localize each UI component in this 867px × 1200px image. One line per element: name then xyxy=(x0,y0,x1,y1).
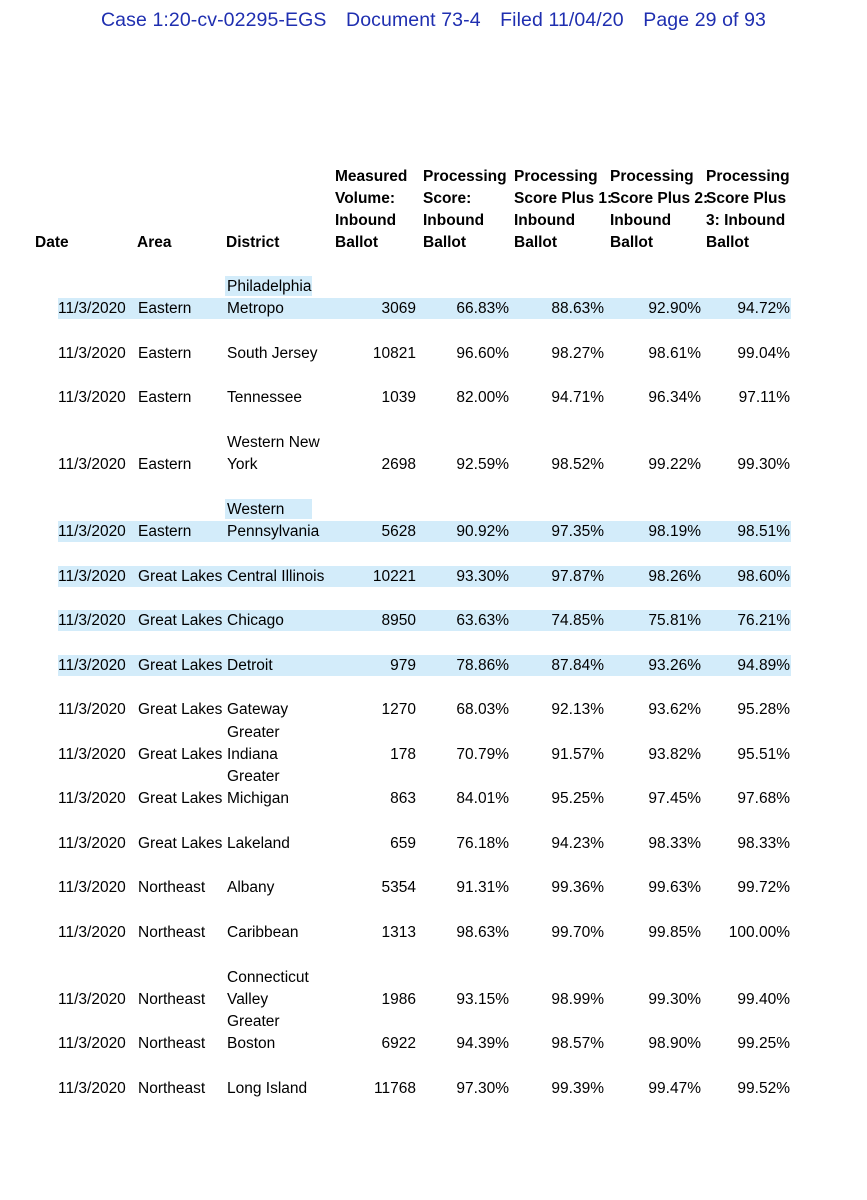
score-plus-1-cell: 87.84% xyxy=(551,657,604,674)
date-cell: 11/3/2020 xyxy=(58,523,126,540)
header-measured-volume xyxy=(335,166,407,254)
area-cell: Great Lakes xyxy=(138,568,223,585)
score-plus-1-cell: 92.13% xyxy=(551,701,604,718)
volume-cell: 5354 xyxy=(381,879,416,896)
score-plus-3-cell: 99.40% xyxy=(737,991,790,1008)
district-cell: Gateway xyxy=(227,701,289,718)
header-line: Score Plus 2: xyxy=(610,190,709,207)
date-cell: 11/3/2020 xyxy=(58,300,126,317)
volume-cell: 1986 xyxy=(381,991,416,1008)
district-cell: Detroit xyxy=(227,657,273,674)
score-plus-3-cell: 99.30% xyxy=(737,456,790,473)
district-cell-line1: Connecticut xyxy=(227,969,309,986)
score-plus-3-cell: 100.00% xyxy=(728,924,790,941)
score-plus-2-cell: 96.34% xyxy=(648,389,701,406)
header-line: Score: xyxy=(423,190,472,207)
score-plus-2-cell: 98.26% xyxy=(648,568,701,585)
district-cell: Albany xyxy=(227,879,275,896)
volume-cell: 10821 xyxy=(372,345,416,362)
date-cell: 11/3/2020 xyxy=(58,879,126,896)
score-cell: 78.86% xyxy=(456,657,509,674)
score-plus-1-cell: 95.25% xyxy=(551,790,604,807)
date-cell: 11/3/2020 xyxy=(58,456,126,473)
date-cell: 11/3/2020 xyxy=(58,657,126,674)
score-plus-2-cell: 92.90% xyxy=(648,300,701,317)
date-cell: 11/3/2020 xyxy=(58,1035,126,1052)
score-plus-2-cell: 98.19% xyxy=(648,523,701,540)
district-cell-line1: Western xyxy=(227,501,285,518)
score-plus-2-cell: 93.62% xyxy=(648,701,701,718)
score-cell: 82.00% xyxy=(456,389,509,406)
score-plus-3-cell: 97.11% xyxy=(738,389,790,406)
district-cell: Lakeland xyxy=(227,835,290,852)
score-plus-3-cell: 95.51% xyxy=(737,746,790,763)
header-line: Processing xyxy=(514,168,598,185)
score-cell: 94.39% xyxy=(456,1035,509,1052)
volume-cell: 1313 xyxy=(381,924,416,941)
area-cell: Eastern xyxy=(138,345,192,362)
area-cell: Eastern xyxy=(138,300,192,317)
volume-cell: 659 xyxy=(390,835,416,852)
district-cell: Tennessee xyxy=(227,389,302,406)
district-cell-line2: Boston xyxy=(227,1035,276,1052)
page-number: Page 29 of 93 xyxy=(643,9,766,31)
header-line: Ballot xyxy=(610,234,654,251)
score-cell: 76.18% xyxy=(456,835,509,852)
volume-cell: 5628 xyxy=(381,523,416,540)
volume-cell: 8950 xyxy=(381,612,416,629)
score-plus-1-cell: 98.57% xyxy=(551,1035,604,1052)
score-cell: 93.30% xyxy=(456,568,509,585)
score-plus-2-cell: 99.63% xyxy=(648,879,701,896)
header-line: Measured xyxy=(335,168,408,185)
header-line: Processing xyxy=(610,168,694,185)
score-plus-1-cell: 94.23% xyxy=(551,835,604,852)
score-plus-3-cell: 95.28% xyxy=(737,701,790,718)
district-cell: Caribbean xyxy=(227,924,299,941)
score-plus-1-cell: 97.87% xyxy=(551,568,604,585)
date-cell: 11/3/2020 xyxy=(58,835,126,852)
area-cell: Eastern xyxy=(138,456,192,473)
score-plus-3-cell: 99.04% xyxy=(737,345,790,362)
score-plus-2-cell: 93.82% xyxy=(648,746,701,763)
date-cell: 11/3/2020 xyxy=(58,701,126,718)
district-cell-line1: Philadelphia xyxy=(227,278,312,295)
area-cell: Northeast xyxy=(138,1035,206,1052)
score-plus-2-cell: 99.22% xyxy=(648,456,701,473)
date-cell: 11/3/2020 xyxy=(58,1080,126,1097)
score-cell: 63.63% xyxy=(456,612,509,629)
score-plus-3-cell: 98.33% xyxy=(737,835,790,852)
header-area: Area xyxy=(137,234,172,251)
date-cell: 11/3/2020 xyxy=(58,568,126,585)
score-plus-3-cell: 99.25% xyxy=(737,1035,790,1052)
score-plus-2-cell: 93.26% xyxy=(648,657,701,674)
date-cell: 11/3/2020 xyxy=(58,345,126,362)
district-cell: Central Illinois xyxy=(227,568,325,585)
score-plus-2-cell: 97.45% xyxy=(648,790,701,807)
score-cell: 96.60% xyxy=(456,345,509,362)
score-plus-1-cell: 74.85% xyxy=(551,612,604,629)
date-cell: 11/3/2020 xyxy=(58,991,126,1008)
score-plus-2-cell: 98.61% xyxy=(648,345,701,362)
header-line: Ballot xyxy=(706,234,750,251)
score-cell: 98.63% xyxy=(456,924,509,941)
score-plus-1-cell: 94.71% xyxy=(551,389,604,406)
header-score-plus-3 xyxy=(706,166,790,254)
district-cell-line2: York xyxy=(227,456,258,473)
score-plus-3-cell: 94.72% xyxy=(737,300,790,317)
header-line: Ballot xyxy=(514,234,558,251)
score-cell: 91.31% xyxy=(456,879,509,896)
score-plus-3-cell: 76.21% xyxy=(737,612,790,629)
score-plus-2-cell: 75.81% xyxy=(648,612,701,629)
header-line: Score Plus xyxy=(706,190,787,207)
district-cell-line2: Valley xyxy=(227,991,269,1008)
district-cell: Long Island xyxy=(227,1080,308,1097)
date-cell: 11/3/2020 xyxy=(58,389,126,406)
score-plus-1-cell: 99.36% xyxy=(551,879,604,896)
header-district: District xyxy=(226,234,280,251)
score-plus-1-cell: 98.27% xyxy=(551,345,604,362)
volume-cell: 3069 xyxy=(381,300,416,317)
area-cell: Great Lakes xyxy=(138,657,223,674)
case-number: Case 1:20-cv-02295-EGS xyxy=(101,9,327,31)
district-cell-line2: Pennsylvania xyxy=(227,523,320,540)
header-line: Processing xyxy=(706,168,790,185)
header-line: Inbound xyxy=(610,212,672,229)
volume-cell: 11768 xyxy=(374,1080,416,1097)
area-cell: Northeast xyxy=(138,879,206,896)
score-cell: 90.92% xyxy=(456,523,509,540)
district-cell: Chicago xyxy=(227,612,284,629)
score-cell: 70.79% xyxy=(456,746,509,763)
date-cell: 11/3/2020 xyxy=(58,924,126,941)
district-cell-line2: Indiana xyxy=(227,746,278,763)
area-cell: Eastern xyxy=(138,389,192,406)
area-cell: Great Lakes xyxy=(138,701,223,718)
score-plus-2-cell: 98.90% xyxy=(648,1035,701,1052)
volume-cell: 6922 xyxy=(381,1035,416,1052)
district-cell-line2: Michigan xyxy=(227,790,290,807)
header-line: Volume: xyxy=(335,190,395,207)
header-line: Inbound xyxy=(423,212,485,229)
volume-cell: 10221 xyxy=(372,568,416,585)
score-cell: 68.03% xyxy=(456,701,509,718)
header-score-plus-2 xyxy=(610,166,708,254)
volume-cell: 178 xyxy=(390,746,416,763)
header-processing-score xyxy=(423,166,507,254)
date-cell: 11/3/2020 xyxy=(58,746,126,763)
district-cell-line1: Greater xyxy=(227,724,280,741)
filed-date: Filed 11/04/20 xyxy=(500,9,624,31)
district-cell-line1: Greater xyxy=(227,1013,280,1030)
header-line: Inbound xyxy=(335,212,397,229)
volume-cell: 863 xyxy=(390,790,416,807)
score-plus-1-cell: 97.35% xyxy=(551,523,604,540)
volume-cell: 1270 xyxy=(381,701,416,718)
area-cell: Great Lakes xyxy=(138,835,223,852)
district-cell-line1: Western New xyxy=(227,434,320,451)
area-cell: Eastern xyxy=(138,523,192,540)
header-line: 3: Inbound xyxy=(706,212,786,229)
volume-cell: 979 xyxy=(390,657,416,674)
header-date: Date xyxy=(35,234,69,251)
score-plus-3-cell: 99.52% xyxy=(737,1080,790,1097)
score-plus-2-cell: 99.47% xyxy=(648,1080,701,1097)
score-cell: 92.59% xyxy=(456,456,509,473)
score-plus-1-cell: 91.57% xyxy=(551,746,604,763)
score-plus-1-cell: 88.63% xyxy=(551,300,604,317)
score-plus-2-cell: 99.30% xyxy=(648,991,701,1008)
score-plus-1-cell: 98.52% xyxy=(551,456,604,473)
score-plus-2-cell: 98.33% xyxy=(648,835,701,852)
district-cell: South Jersey xyxy=(227,345,318,362)
date-cell: 11/3/2020 xyxy=(58,612,126,629)
header-score-plus-1 xyxy=(514,166,612,254)
area-cell: Great Lakes xyxy=(138,790,223,807)
score-plus-2-cell: 99.85% xyxy=(648,924,701,941)
area-cell: Great Lakes xyxy=(138,612,223,629)
score-cell: 66.83% xyxy=(456,300,509,317)
score-plus-3-cell: 98.60% xyxy=(737,568,790,585)
area-cell: Great Lakes xyxy=(138,746,223,763)
district-cell-line1: Greater xyxy=(227,768,280,785)
score-plus-3-cell: 98.51% xyxy=(737,523,790,540)
score-cell: 93.15% xyxy=(456,991,509,1008)
area-cell: Northeast xyxy=(138,924,206,941)
document-number: Document 73-4 xyxy=(346,9,481,31)
district-cell-line2: Metropo xyxy=(227,300,284,317)
score-plus-1-cell: 99.70% xyxy=(551,924,604,941)
score-plus-3-cell: 94.89% xyxy=(737,657,790,674)
area-cell: Northeast xyxy=(138,1080,206,1097)
score-cell: 84.01% xyxy=(456,790,509,807)
header-line: Inbound xyxy=(514,212,576,229)
score-plus-1-cell: 99.39% xyxy=(551,1080,604,1097)
score-cell: 97.30% xyxy=(456,1080,509,1097)
score-plus-1-cell: 98.99% xyxy=(551,991,604,1008)
area-cell: Northeast xyxy=(138,991,206,1008)
score-plus-3-cell: 97.68% xyxy=(737,790,790,807)
date-cell: 11/3/2020 xyxy=(58,790,126,807)
volume-cell: 2698 xyxy=(381,456,416,473)
volume-cell: 1039 xyxy=(381,389,416,406)
header-line: Processing xyxy=(423,168,507,185)
header-line: Score Plus 1: xyxy=(514,190,613,207)
score-plus-3-cell: 99.72% xyxy=(737,879,790,896)
header-line: Ballot xyxy=(335,234,379,251)
header-line: Ballot xyxy=(423,234,467,251)
